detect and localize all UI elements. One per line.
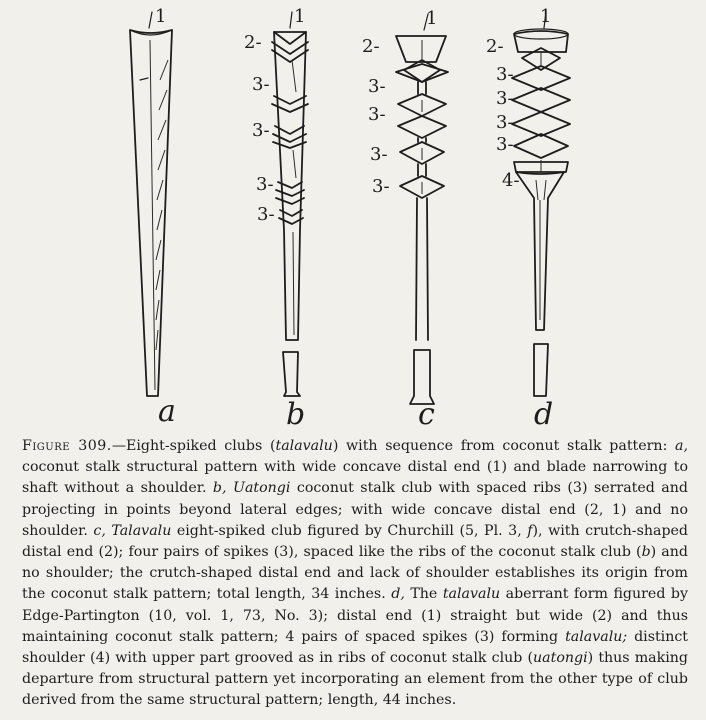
- caption-c-term: Talavalu: [105, 522, 172, 539]
- club-b-callout-2: 2-: [244, 32, 262, 53]
- club-c-callout-2: 2-: [362, 36, 380, 57]
- club-d-callout-3d: 3-: [496, 134, 514, 155]
- caption-title-term: talavalu: [275, 438, 333, 454]
- caption-c-letter: c,: [93, 522, 106, 539]
- club-c-callout-1: 1: [426, 8, 438, 29]
- caption-d-term: talavalu: [442, 586, 501, 603]
- caption-d-term3: uatongi: [533, 650, 588, 667]
- club-d-callout-3c: 3-: [496, 112, 514, 133]
- caption-a-text: coconut stalk structural pattern with wide concave distal end (1) and blade narrowing to shaft without a shoulder.: [22, 459, 688, 497]
- club-a-letter: a: [158, 394, 176, 429]
- caption-c-b: b: [641, 544, 651, 561]
- caption-c-text1: eight-spiked club figured by Churchill (5, Pl. 3,: [171, 522, 528, 539]
- club-d-letter: d: [534, 397, 554, 432]
- club-b-callout-3a: 3-: [252, 74, 270, 95]
- club-c-callout-3c: 3-: [370, 144, 388, 165]
- club-c-callout-3d: 3-: [372, 176, 390, 197]
- figure-number: Figure 309.: [22, 438, 112, 454]
- club-b-callout-1: 1: [294, 6, 306, 27]
- caption-b-letter: b,: [212, 480, 227, 497]
- club-b-callout-3b: 3-: [252, 120, 270, 141]
- caption-d-text1: The: [404, 586, 443, 603]
- club-a-callout-1: 1: [155, 6, 167, 27]
- caption-d-text2: aberrant form figured by Edge-Partington (10, vol. 1, 73, No. 3); distal end (1) straight but wide (2) and thus maintaining coconut stalk pattern; 4 pairs of spaced spikes (3) forming: [22, 586, 688, 645]
- caption-d-term2: talavalu;: [565, 628, 628, 645]
- caption-d-text3: distinct shoulder (4) with upper part grooved as in ribs of coconut stalk club (: [22, 628, 688, 667]
- club-c-callout-3b: 3-: [368, 104, 386, 125]
- club-d-callout-3b: 3-: [496, 88, 514, 109]
- club-c-letter: c: [418, 397, 435, 432]
- caption-c-text2: ), with crutch-shaped distal end (2); four pairs of spikes (3), spaced like the ribs of the coconut stalk club (: [22, 522, 689, 561]
- caption-title-a: —Eight-spiked clubs (: [111, 438, 276, 454]
- club-c-drawing: [396, 14, 448, 404]
- caption-c-f: f: [527, 522, 533, 539]
- club-a-drawing: [130, 12, 172, 396]
- figure-caption: [22, 436, 688, 712]
- caption-b-term: Uatongi: [226, 480, 291, 497]
- caption-d-letter: d,: [391, 586, 405, 603]
- caption-a-letter: a,: [675, 438, 689, 454]
- club-d-callout-4: 4-: [502, 170, 520, 191]
- caption-c-text3: ) and no shoulder; the crutch-shaped distal end and lack of shoulder establishes its origin from the coconut stalk pattern; total length, 34 inches.: [22, 544, 688, 603]
- club-d-callout-3a: 3-: [496, 64, 514, 85]
- club-b-callout-3d: 3-: [257, 204, 275, 225]
- club-d-callout-2: 2-: [486, 36, 504, 57]
- caption-b-text: coconut stalk club with spaced ribs (3) serrated and projecting in points beyond lateral edges; with wide concave distal end (2, 1) and no shoulder.: [22, 480, 688, 539]
- club-c-callout-3a: 3-: [368, 76, 386, 97]
- caption-title-b: ) with sequence from coconut stalk pattern:: [332, 438, 676, 454]
- club-b-drawing: [272, 12, 308, 396]
- club-d-drawing: [512, 12, 570, 396]
- caption-d-text4: ) thus making departure from structural pattern yet incorporating an element from the other type of club derived from the same structural pattern; length, 44 inches.: [22, 650, 688, 709]
- club-d-callout-1: 1: [540, 6, 552, 27]
- club-b-callout-3c: 3-: [256, 174, 274, 195]
- club-b-letter: b: [286, 397, 306, 432]
